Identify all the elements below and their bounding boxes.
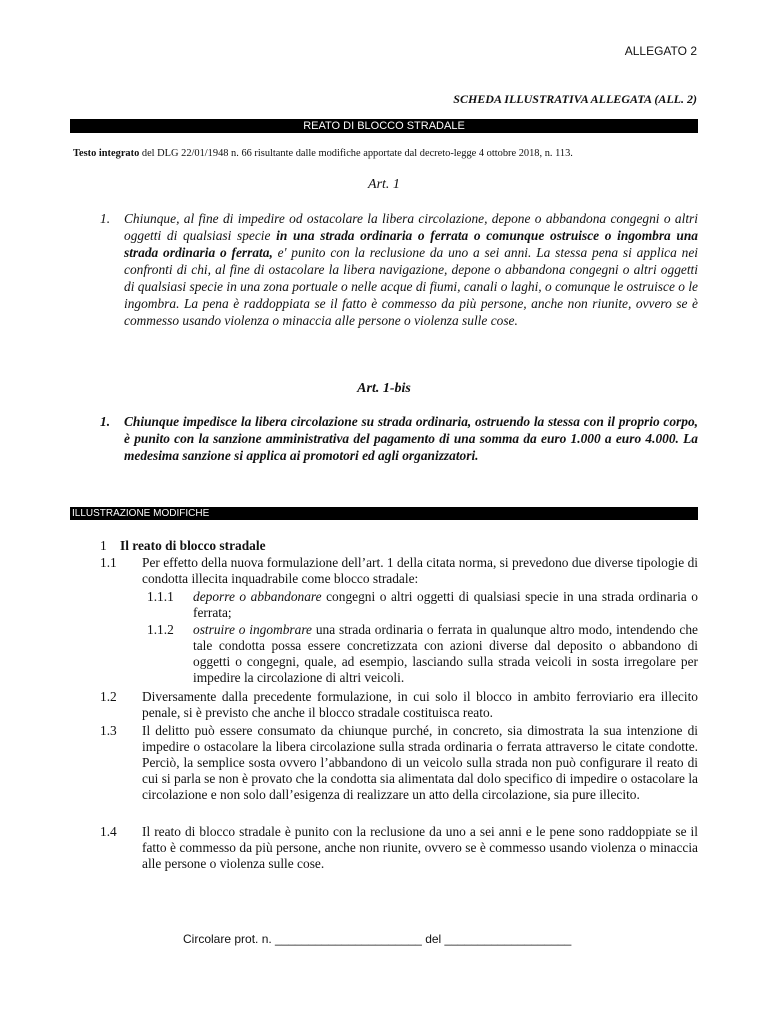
section-1-1-number: 1.1: [100, 555, 117, 570]
art1-text: [124, 210, 698, 329]
art1bis-paragraph: [100, 413, 698, 464]
art1bis-heading: Art. 1-bis: [357, 381, 411, 396]
section-1-1-1-rest: congegni o altri oggetti di qualsiasi specie in una strada ordinaria o ferrata;: [193, 589, 698, 620]
section-1-2-number: 1.2: [100, 689, 117, 704]
art1-heading: Art. 1: [368, 177, 400, 192]
illustrazione-bar: ILLUSTRAZIONE MODIFICHE: [70, 507, 698, 520]
section-1-1-text: Per effetto della nuova formulazione dell’art. 1 della citata norma, si prevedono due diverse tipologie di condotta illecita inquadrabile come blocco stradale:: [142, 555, 698, 586]
section-1-3-number: 1.3: [100, 723, 117, 738]
scheda-title: SCHEDA ILLUSTRATIVA ALLEGATA (ALL. 2): [453, 92, 697, 106]
section-1-3-text: Il delitto può essere consumato da chiunque purché, in concreto, sia dimostrata la sua intenzione di impedire o ostacolare la libera circolazione sulla strada ordinaria o ferrata attraverso le citate condotte. Perciò, la semplice sosta ovvero l’abbandono di un veicolo sulla strada non può configurare il reato di cui si parla se non è provato che la condotta sia alimentata dal dolo specifico di impedire o ostacolare la circolazione e non solo dall’esigenza di realizzare un atto della circolazione, sia pure illecito.: [142, 723, 698, 802]
section-1-1-1-number: 1.1.1: [147, 589, 174, 604]
testo-bold: Testo integrato: [73, 148, 140, 159]
testo-integrato-line: [73, 148, 703, 159]
art1bis-text: Chiunque impedisce la libera circolazione su strada ordinaria, ostruendo la stessa con il proprio corpo, è punito con la sanzione amministrativa del pagamento di una somma da euro 1.000 a euro 4.000. La medesima sanzione si applica ai promotori ed agli organizzatori.: [124, 414, 698, 463]
section-1-4-number: 1.4: [100, 824, 117, 839]
testo-rest: del DLG 22/01/1948 n. 66 risultante dalle modifiche apportate dal decreto-legge 4 ottobre 2018, n. 113.: [139, 148, 573, 159]
section-1-title: Il reato di blocco stradale: [120, 538, 266, 553]
section-1-number: 1: [100, 538, 107, 553]
document-title-bar: REATO DI BLOCCO STRADALE: [70, 119, 698, 133]
art1-paragraph: [100, 210, 698, 329]
art1-text-part3: e' punito con la reclusione da uno a sei anni. La stessa pena si applica nei confronti di chi, al fine di ostacolare la libera navigazione, depone o abbandona congegni o altri oggetti di qualsiasi specie in una zona portuale o nelle acque di fiumi, canali o laghi, o comunque le ostruisce o le ingombra. La pena è raddoppiata se il fatto è commesso da più persone, anche non riunite, ovvero se è commesso usando violenza o minaccia alle persone o violenza sulle cose.: [124, 245, 698, 328]
section-1-2-text: Diversamente dalla precedente formulazione, in cui solo il blocco in ambito ferroviario era illecito penale, si è previsto che anche il blocco stradale costituisca reato.: [142, 689, 698, 720]
art1-number: 1.: [100, 211, 111, 226]
section-1-4-text: Il reato di blocco stradale è punito con la reclusione da uno a sei anni e le pene sono raddoppiate se il fatto è commesso da più persone, anche non riunite, ovvero se è commesso usando violenza o minaccia alle persone o violenza sulle cose.: [142, 824, 698, 871]
art1-text-bold: in una strada ordinaria o ferrata o comunque ostruisce o ingombra una strada ordinaria o ferrata,: [124, 228, 698, 260]
section-1-1-2-number: 1.1.2: [147, 622, 174, 637]
section-1-1-1-em: deporre o abbandonare: [193, 589, 322, 604]
allegato-label: ALLEGATO 2: [624, 44, 697, 58]
art1bis-number: 1.: [100, 414, 111, 429]
section-1-1-2-em: ostruire o ingombrare: [193, 622, 312, 637]
circolare-footer: Circolare prot. n. ______________________ del ___________________: [183, 932, 572, 946]
section-1-1-2-text: [193, 622, 698, 686]
section-1-1-2-rest: una strada ordinaria o ferrata in qualunque altro modo, intendendo che tale condotta possa essere concretizzata con azioni diverse dal deposito o abbandono di oggetti o congegni, quale, ad esempio, lasciando sulla strada veicoli in sosta irregolare per impedire la circolazione di altri veicoli.: [193, 622, 698, 685]
section-1-1-1-text: [193, 589, 698, 621]
art1-text-part1: Chiunque, al fine di impedire od ostacolare la libera circolazione, depone o abbandona congegni o altri oggetti di qualsiasi specie: [124, 211, 698, 243]
